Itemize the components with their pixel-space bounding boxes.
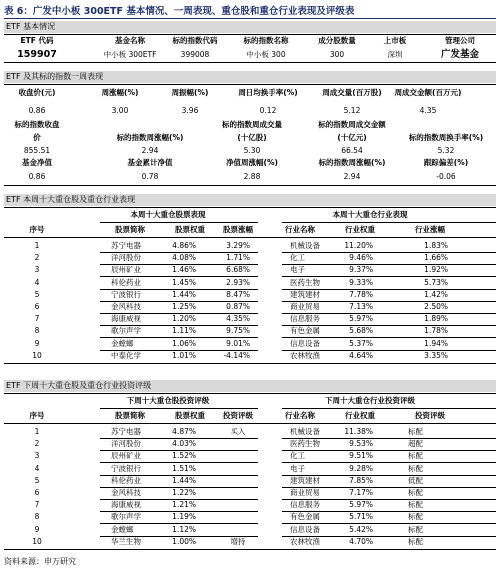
section-week-header: ETF 本周十大重仓股及重仓行业表现 — [4, 194, 496, 206]
perf-r2-label-0b: 价 — [33, 133, 41, 142]
row-industry-weight: 9.53% — [349, 439, 373, 449]
row-index: 6 — [34, 488, 40, 497]
row-industry-weight: 4.64% — [349, 350, 373, 360]
row-industry-weight: 9.51% — [349, 451, 373, 461]
row-industry-name: 有色金属 — [290, 326, 320, 336]
basic-header-3: 标的指数名称 — [243, 36, 289, 45]
row-industry-rating: 标配 — [408, 536, 423, 546]
row-industry-rating: 标配 — [408, 451, 423, 461]
row-stock-weight: 4.86% — [172, 241, 196, 250]
perf-r2-label-1: 标的指数周涨幅(%) — [116, 133, 184, 142]
week-grid-bottom-rule — [4, 363, 496, 364]
perf-r3-label-1: 基金累计净值 — [127, 158, 173, 167]
perf-r2-label-3b: (十亿元) — [337, 133, 367, 142]
row-stock-weight: 1.51% — [172, 463, 196, 473]
perf-r3-value-0: 0.86 — [28, 172, 46, 181]
row-stock-name: 洋河股份 — [111, 253, 141, 263]
perf-r2-label-3a: 标的指数周成交金额 — [318, 120, 386, 129]
row-stock-weight: 1.21% — [172, 500, 196, 510]
row-industry-change: 3.35% — [424, 350, 448, 360]
basic-value-2: 399008 — [180, 50, 210, 59]
week-grid-header-0: 序号 — [29, 225, 45, 234]
next-grid-header-1: 股票简称 — [115, 411, 145, 420]
section-basic-header: ETF 基本情况 — [4, 21, 496, 33]
row-stock-change: 4.35% — [226, 314, 250, 324]
row-index: 7 — [34, 314, 40, 324]
row-stock-name: 金风科技 — [111, 302, 141, 311]
perf-r2-label-2a: 标的指数周成交量 — [222, 120, 282, 129]
row-industry-change: 5.73% — [424, 277, 448, 287]
row-stock-name: 辰州矿业 — [111, 265, 141, 275]
row-stock-weight: 4.87% — [172, 427, 196, 436]
row-stock-weight: 4.03% — [172, 439, 196, 449]
row-stock-name: 歌尔声学 — [111, 512, 141, 522]
row-industry-name: 建筑建材 — [290, 475, 320, 485]
perf-r3-label-3: 标的指数周涨幅(%) — [318, 158, 386, 167]
row-industry-weight: 7.78% — [349, 289, 373, 299]
row-stock-change: 8.47% — [226, 289, 250, 299]
next-grid-header-2: 股票权重 — [175, 411, 205, 420]
row-industry-name: 医药生物 — [290, 439, 320, 449]
row-stock-name: 华兰生物 — [111, 536, 141, 546]
row-industry-change: 1.78% — [424, 326, 448, 336]
row-industry-weight: 7.13% — [349, 302, 373, 311]
perf-r2-label-0a: 标的指数收盘 — [14, 120, 60, 129]
row-index: 8 — [34, 326, 40, 336]
row-stock-weight: 1.11% — [172, 326, 196, 336]
row-industry-name: 电子 — [290, 265, 305, 275]
row-industry-change: 1.83% — [424, 241, 448, 250]
row-industry-weight: 9.33% — [349, 277, 373, 287]
perf-r1-value-5: 4.35 — [419, 106, 437, 115]
basic-value-6: 广发基金 — [440, 49, 479, 60]
row-industry-name: 信息设备 — [290, 524, 320, 534]
perf-r1-label-5: 周成交金额(百万元) — [394, 88, 462, 97]
row-index: 5 — [34, 475, 40, 485]
basic-top-rule — [4, 34, 496, 35]
row-index: 2 — [34, 253, 40, 263]
basic-header-2: 标的指数代码 — [172, 36, 218, 45]
row-industry-change: 1.94% — [424, 338, 448, 348]
perf-r1-value-3: 0.12 — [259, 106, 277, 115]
perf-r2-value-2: 5.30 — [243, 146, 261, 155]
row-stock-weight: 1.19% — [172, 512, 196, 522]
week-grid-header-5: 行业权重 — [345, 225, 375, 234]
row-industry-rating: 超配 — [408, 439, 423, 449]
row-stock-weight: 1.44% — [172, 289, 196, 299]
next-grid-header-3: 投资评级 — [223, 411, 253, 420]
row-stock-change: 0.87% — [226, 302, 250, 311]
row-industry-weight: 9.46% — [349, 253, 373, 263]
row-industry-weight: 4.70% — [349, 536, 373, 546]
title-rule — [4, 18, 496, 19]
basic-header-1: 基金名称 — [115, 36, 145, 45]
row-industry-rating: 标配 — [408, 524, 423, 534]
week-grid-group-ind: 本周十大重仓行业表现 — [332, 210, 408, 219]
row-stock-weight: 1.22% — [172, 488, 196, 497]
week-grid-header-3: 股票涨幅 — [223, 225, 253, 234]
basic-value-5: 深圳 — [387, 50, 403, 59]
row-index: 10 — [32, 350, 42, 360]
row-industry-weight: 11.20% — [344, 241, 373, 250]
week-grid-group-rule-left — [100, 222, 258, 223]
row-industry-rating: 标配 — [408, 500, 423, 510]
row-stock-weight: 1.20% — [172, 314, 196, 324]
basic-value-0: 159907 — [17, 49, 57, 60]
basic-bottom-rule — [4, 62, 496, 63]
row-stock-name: 金螳螂 — [111, 524, 134, 534]
row-divider-right — [282, 450, 496, 451]
row-industry-weight: 7.85% — [349, 475, 373, 485]
perf-bottom-rule — [4, 185, 496, 186]
row-stock-name: 宁波银行 — [111, 289, 141, 299]
row-industry-change: 1.42% — [424, 289, 448, 299]
row-stock-weight: 1.06% — [172, 338, 196, 348]
perf-r2-value-4: 5.32 — [437, 146, 455, 155]
row-industry-weight: 7.17% — [349, 488, 373, 497]
row-industry-name: 化工 — [290, 253, 305, 263]
row-stock-name: 科伦药业 — [111, 277, 141, 287]
row-industry-name: 农林牧渔 — [290, 350, 320, 360]
row-industry-rating: 标配 — [408, 488, 423, 497]
row-index: 3 — [34, 451, 40, 461]
row-stock-weight: 1.44% — [172, 475, 196, 485]
next-grid-header-0: 序号 — [29, 411, 45, 420]
row-index: 1 — [34, 241, 40, 250]
basic-header-6: 管理公司 — [445, 36, 475, 45]
row-stock-name: 宁波银行 — [111, 463, 141, 473]
basic-header-4: 成分股数量 — [318, 36, 356, 45]
row-stock-change: 3.29% — [226, 241, 250, 250]
row-industry-weight: 5.37% — [349, 338, 373, 348]
basic-value-4: 300 — [329, 50, 345, 59]
basic-value-3: 中小板 300 — [246, 50, 286, 59]
row-index: 4 — [34, 463, 40, 473]
row-stock-name: 歌尔声学 — [111, 326, 141, 336]
row-index: 6 — [34, 302, 40, 311]
row-stock-weight: 4.08% — [172, 253, 196, 263]
row-industry-name: 商业贸易 — [290, 488, 320, 497]
row-industry-rating: 标配 — [408, 427, 423, 436]
perf-r1-label-1: 周涨幅(%) — [101, 88, 139, 97]
basic-header-5: 上市板 — [383, 36, 407, 45]
next-grid-bottom-rule — [4, 549, 496, 550]
row-industry-name: 信息设备 — [290, 338, 320, 348]
perf-r2-value-3: 66.54 — [341, 146, 363, 155]
section-next-header: ETF 下周十大重仓股及重仓行业投资评级 — [4, 380, 496, 392]
perf-r1-label-4: 周成交量(百万股) — [322, 88, 382, 97]
row-industry-weight: 5.71% — [349, 512, 373, 522]
row-industry-weight: 9.37% — [349, 265, 373, 275]
perf-r2-value-1: 2.94 — [141, 146, 159, 155]
perf-r3-value-4: -0.06 — [436, 172, 456, 181]
row-stock-weight: 1.12% — [172, 524, 196, 534]
row-stock-name: 金螳螂 — [111, 338, 134, 348]
row-index: 3 — [34, 265, 40, 275]
section-perf-header: ETF 及其标的指数一周表现 — [4, 71, 496, 83]
source-note: 资料来源：申万研究 — [4, 557, 76, 566]
row-stock-rating: 增持 — [230, 536, 246, 546]
perf-r3-value-3: 2.94 — [343, 172, 361, 181]
row-index: 2 — [34, 439, 40, 449]
row-index: 8 — [34, 512, 40, 522]
row-index: 7 — [34, 500, 40, 510]
week-grid-header-2: 股票权重 — [175, 225, 205, 234]
row-stock-name: 海康威视 — [111, 500, 141, 510]
perf-r2-value-0: 855.51 — [23, 146, 51, 155]
perf-r3-label-0: 基金净值 — [22, 158, 52, 167]
row-industry-change: 2.50% — [424, 302, 448, 311]
row-stock-weight: 1.52% — [172, 451, 196, 461]
row-stock-change: 1.71% — [226, 253, 250, 263]
row-industry-weight: 5.42% — [349, 524, 373, 534]
row-stock-name: 苏宁电器 — [111, 241, 141, 250]
row-stock-weight: 1.00% — [172, 536, 196, 546]
next-grid-header-rule — [4, 423, 496, 424]
row-stock-name: 科伦药业 — [111, 475, 141, 485]
row-stock-change: 2.93% — [226, 277, 250, 287]
row-stock-change: 6.68% — [226, 265, 250, 275]
next-grid-group-rule-right — [282, 408, 496, 409]
row-industry-rating: 标配 — [408, 463, 423, 473]
row-stock-name: 苏宁电器 — [111, 427, 141, 436]
perf-r1-value-1: 3.00 — [111, 106, 129, 115]
next-grid-header-4: 行业名称 — [285, 411, 315, 420]
row-stock-name: 洋河股份 — [111, 439, 141, 449]
row-industry-name: 化工 — [290, 451, 305, 461]
row-index: 4 — [34, 277, 40, 287]
row-industry-name: 农林牧渔 — [290, 536, 320, 546]
row-stock-change: -4.14% — [223, 350, 250, 360]
basic-header-0: ETF 代码 — [20, 36, 54, 45]
row-industry-name: 信息服务 — [290, 314, 320, 324]
row-industry-name: 医药生物 — [290, 277, 320, 287]
next-grid-top-rule — [4, 393, 496, 394]
page-title: 表 6：广发中小板 300ETF 基本情况、一周表现、重仓股和重仓行业表现及评级表 — [4, 6, 355, 17]
next-grid-group-rule-left — [100, 408, 258, 409]
row-industry-change: 1.92% — [424, 265, 448, 275]
perf-r3-label-2: 净值周涨幅(%) — [226, 158, 278, 167]
row-stock-name: 海康威视 — [111, 314, 141, 324]
row-industry-name: 机械设备 — [290, 241, 320, 250]
perf-top-rule — [4, 84, 496, 85]
row-stock-name: 辰州矿业 — [111, 451, 141, 461]
row-industry-name: 机械设备 — [290, 427, 320, 436]
week-grid-group-rule-right — [282, 222, 496, 223]
row-industry-change: 1.89% — [424, 314, 448, 324]
perf-r1-label-2: 周振幅(%) — [171, 88, 209, 97]
row-stock-weight: 1.25% — [172, 302, 196, 311]
row-stock-weight: 1.45% — [172, 277, 196, 287]
perf-r1-value-4: 5.12 — [343, 106, 361, 115]
week-grid-header-6: 行业涨幅 — [415, 225, 445, 234]
perf-r3-value-2: 2.88 — [243, 172, 261, 181]
row-industry-rating: 标配 — [408, 512, 423, 522]
row-industry-weight: 5.97% — [349, 500, 373, 510]
next-grid-header-6: 投资评级 — [415, 411, 445, 420]
row-industry-name: 电子 — [290, 463, 305, 473]
row-stock-weight: 1.46% — [172, 265, 196, 275]
basic-value-1: 中小板 300ETF — [103, 50, 157, 59]
row-stock-name: 金风科技 — [111, 488, 141, 497]
row-index: 9 — [34, 524, 40, 534]
row-divider-right — [282, 264, 496, 265]
row-stock-change: 9.75% — [226, 326, 250, 336]
row-industry-weight: 5.68% — [349, 326, 373, 336]
next-grid-group-ind: 下周十大重仓行业投资评级 — [325, 396, 415, 405]
row-stock-rating: 买入 — [230, 427, 246, 436]
row-industry-rating: 低配 — [408, 475, 423, 485]
perf-r1-value-2: 3.96 — [181, 106, 199, 115]
perf-r1-value-0: 0.86 — [28, 106, 46, 115]
row-index: 1 — [34, 427, 40, 436]
next-grid-header-5: 行业权重 — [345, 411, 375, 420]
row-index: 10 — [32, 536, 42, 546]
row-industry-weight: 11.38% — [344, 427, 373, 436]
row-industry-name: 建筑建材 — [290, 289, 320, 299]
week-grid-top-rule — [4, 207, 496, 208]
row-stock-name: 中泰化学 — [111, 350, 141, 360]
row-stock-change: 9.01% — [226, 338, 250, 348]
row-divider-right — [282, 462, 496, 463]
week-grid-header-1: 股票简称 — [115, 225, 145, 234]
perf-r3-value-1: 0.78 — [141, 172, 159, 181]
row-industry-name: 商业贸易 — [290, 302, 320, 311]
perf-r1-label-3: 周日均换手率(%) — [238, 88, 298, 97]
row-industry-name: 有色金属 — [290, 512, 320, 522]
week-grid-group-stock: 本周十大重仓股票表现 — [130, 210, 206, 219]
next-grid-group-stock: 下周十大重仓股投资评级 — [126, 396, 210, 405]
perf-r3-label-4: 跟踪偏差(%) — [423, 158, 469, 167]
perf-r2-label-2b: (十亿股) — [237, 133, 267, 142]
perf-r1-label-0: 收盘价(元) — [18, 88, 56, 97]
row-industry-name: 信息服务 — [290, 500, 320, 510]
week-grid-header-4: 行业名称 — [285, 225, 315, 234]
row-divider-right — [282, 252, 496, 253]
row-industry-change: 1.66% — [424, 253, 448, 263]
week-grid-header-rule — [4, 237, 496, 238]
perf-r2-label-4: 标的指数周换手率(%) — [408, 133, 484, 142]
row-industry-weight: 5.97% — [349, 314, 373, 324]
row-industry-weight: 9.28% — [349, 463, 373, 473]
row-index: 9 — [34, 338, 40, 348]
row-stock-weight: 1.01% — [172, 350, 196, 360]
row-index: 5 — [34, 289, 40, 299]
